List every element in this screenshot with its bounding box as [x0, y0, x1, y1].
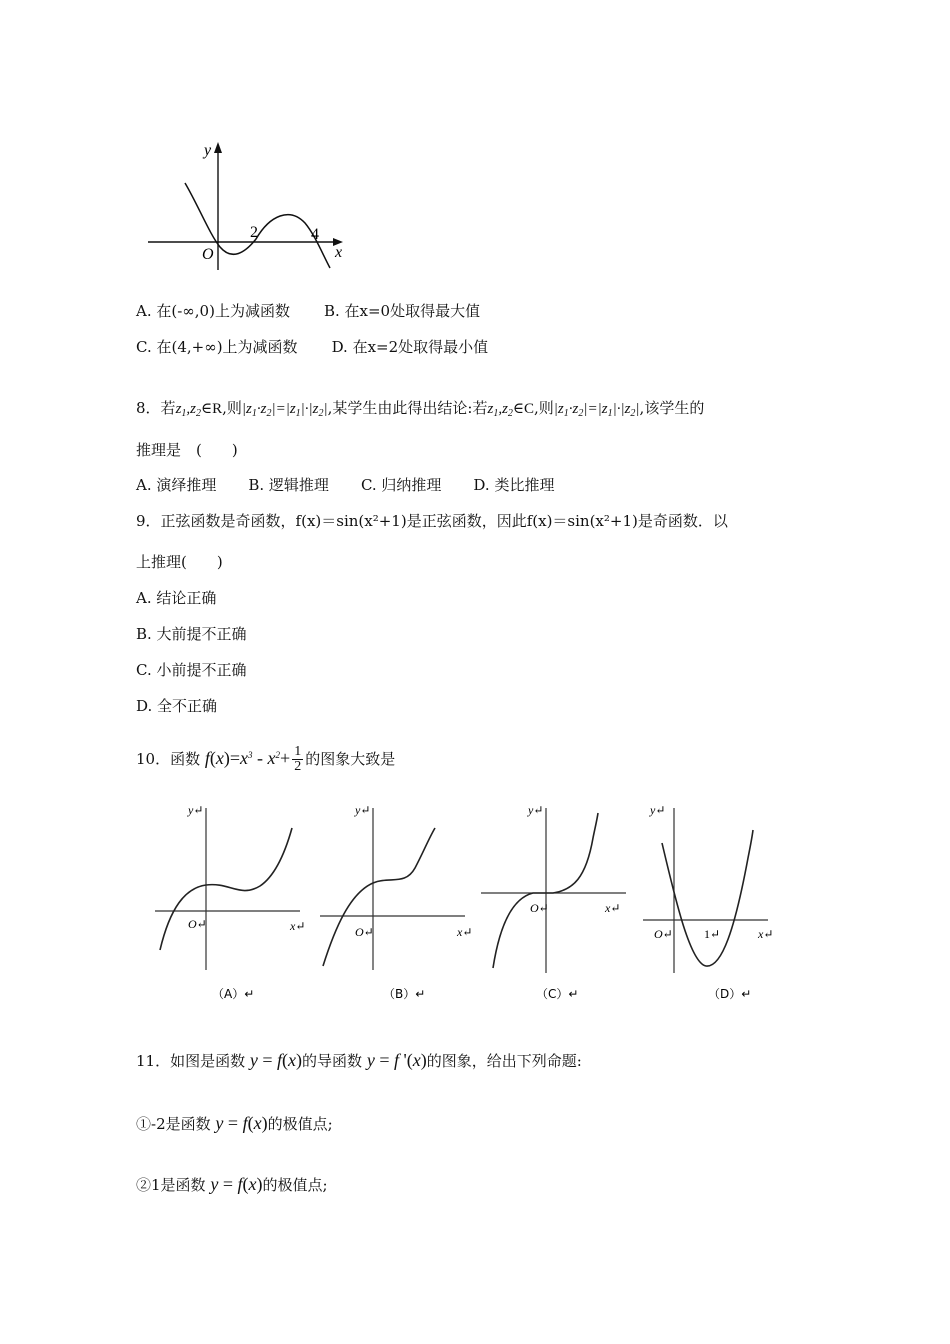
text: ,某学生由此得出结论:若 [327, 399, 488, 417]
z-set-complex: $z_1,z_2\in C$ [487, 401, 535, 419]
q7-option-b[interactable]: B. 在x=0处取得最大值 [323, 302, 481, 320]
text: 的极值点; [267, 1115, 333, 1133]
curve [662, 830, 753, 966]
text: 11．如图是函数 [136, 1052, 246, 1070]
curve [323, 828, 435, 966]
origin-label: O↵ [188, 917, 207, 931]
caption: （A）↵ [212, 987, 255, 1001]
q7-options-row-2 [136, 337, 518, 357]
text: ②1是函数 [136, 1176, 206, 1194]
text: ①-2是函数 [136, 1115, 211, 1133]
origin-label: O↵ [530, 901, 549, 915]
x-label: x↵ [758, 927, 774, 941]
text: 的图象大致是 [305, 750, 396, 768]
x-label: x↵ [290, 919, 306, 933]
y-axis-arrow [214, 142, 222, 153]
question-number: 8． [136, 399, 161, 417]
text: ,则 [534, 399, 554, 417]
q8-option-b[interactable]: B. 逻辑推理 [248, 476, 329, 494]
z-set: $z_1,z_2\in R$ [175, 401, 223, 419]
q7-option-c[interactable]: C. 在(4,+∞)上为减函数 [136, 338, 298, 356]
curve [160, 828, 292, 950]
q10-formula: $f(x)=x^3 - x^2+$ $\frac{1}{2}$ [204, 744, 302, 775]
text: 若 [160, 399, 176, 417]
q10-graph-a[interactable] [150, 798, 310, 1003]
q8-stem-line-2: 推理是 ( ) [136, 441, 238, 459]
formula-y-f-prime-x: y = f '(x) [366, 1050, 427, 1070]
q10-graph-b[interactable] [315, 798, 475, 1003]
q9-option-b[interactable]: B. 大前提不正确 [136, 625, 247, 643]
x-axis-label: x [335, 244, 343, 261]
q8-stem-line-1 [136, 398, 704, 424]
q7-options-row-1 [136, 301, 510, 321]
modulus-identity: $|z_1\cdot z_2|=|z_1|\cdot|z_2|$ [241, 401, 328, 419]
text: 的导函数 [302, 1052, 363, 1070]
tick-2-label: 2 [250, 224, 258, 241]
text: ,则 [222, 399, 242, 417]
caption: （C）↵ [536, 987, 579, 1001]
formula-y-f-x: y = f(x) [210, 1174, 263, 1194]
q11-stem [136, 1043, 582, 1078]
q10-graph-c[interactable] [478, 798, 638, 1003]
q11-item-1 [136, 1106, 333, 1141]
caption: （B）↵ [383, 987, 426, 1001]
q8-options [136, 475, 584, 495]
text: 的图象，给出下列命题: [426, 1052, 582, 1070]
q9-option-c[interactable]: C. 小前提不正确 [136, 661, 247, 679]
text: 10．函数 [136, 750, 201, 768]
modulus-identity-complex: $|z_1\cdot z_2|=|z_1|\cdot|z_2|$ [553, 401, 640, 419]
text: ,该学生的 [639, 399, 705, 417]
caption: （D）↵ [708, 987, 752, 1001]
formula-y-f-x: y = f(x) [215, 1113, 268, 1133]
x-label: x↵ [605, 901, 621, 915]
q7-option-a[interactable]: A. 在(-∞,0)上为减函数 [136, 302, 290, 320]
q7-option-d[interactable]: D. 在x=2处取得最小值 [331, 338, 489, 356]
q10-stem [136, 738, 395, 776]
q11-item-2 [136, 1167, 328, 1202]
origin-label: O↵ [355, 925, 374, 939]
origin-label: O↵ [654, 927, 673, 941]
y-label: y↵ [528, 803, 544, 817]
y-label: y↵ [650, 803, 666, 817]
q9-stem-line-1: 9．正弦函数是奇函数，f(x)＝sin(x²+1)是正弦函数，因此f(x)＝sin(x²+1)是奇函数．以 [136, 512, 728, 530]
q8-option-c[interactable]: C. 归纳推理 [360, 476, 442, 494]
y-label: y↵ [355, 803, 371, 817]
y-label: y↵ [188, 803, 204, 817]
origin-label: O [202, 246, 214, 263]
q8-option-a[interactable]: A. 演绎推理 [136, 476, 217, 494]
q9-stem-line-2: 上推理( ) [136, 553, 223, 571]
q10-graph-d[interactable] [640, 798, 800, 1003]
q9-option-a[interactable]: A. 结论正确 [136, 589, 217, 607]
x-label: x↵ [457, 925, 473, 939]
text: 的极值点; [262, 1176, 328, 1194]
y-axis-label: y [204, 142, 212, 159]
q7-function-graph [140, 135, 355, 275]
formula-y-f-x: y = f(x) [249, 1050, 303, 1070]
q9-option-d[interactable]: D. 全不正确 [136, 697, 218, 715]
tick-1-label: 1↵ [704, 927, 721, 941]
q8-option-d[interactable]: D. 类比推理 [473, 476, 555, 494]
tick-4-label: 4 [311, 226, 319, 243]
